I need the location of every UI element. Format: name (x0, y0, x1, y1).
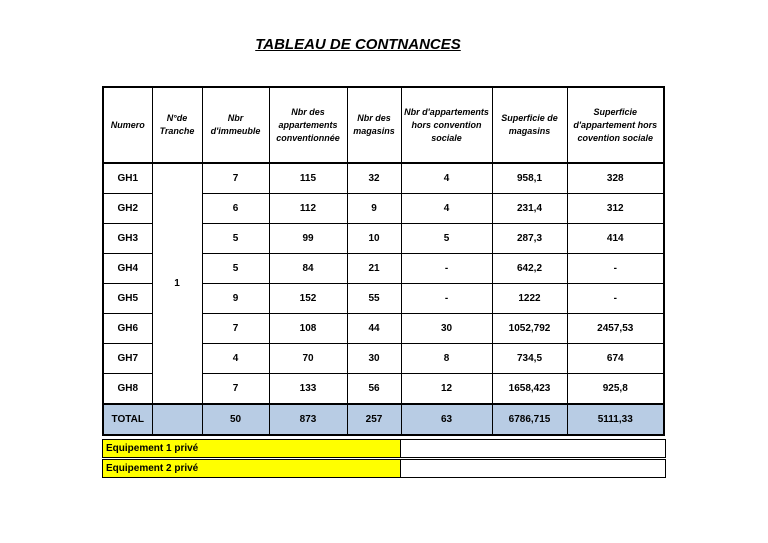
cell-appart-hors: - (401, 284, 492, 314)
cell-sup-magasins: 734,5 (492, 344, 567, 374)
cell-magasins: 32 (347, 163, 401, 194)
cell-appart-conv: 133 (269, 374, 347, 405)
header-tranche: N°de Tranche (152, 87, 202, 163)
page-title: TABLEAU DE CONTNANCES (255, 36, 461, 53)
total-tranche (152, 404, 202, 435)
cell-tranche: 1 (152, 163, 202, 404)
cell-immeubles: 9 (202, 284, 269, 314)
cell-sup-magasins: 1052,792 (492, 314, 567, 344)
equipement-value (401, 440, 666, 458)
cell-appart-conv: 112 (269, 194, 347, 224)
header-appart-hors: Nbr d'appartements hors convention sociale (401, 87, 492, 163)
cell-sup-appart: 328 (567, 163, 664, 194)
cell-appart-hors: 12 (401, 374, 492, 405)
equipement-label: Equipement 2 privé (103, 460, 401, 478)
cell-appart-hors: 30 (401, 314, 492, 344)
cell-numero: GH4 (103, 254, 152, 284)
cell-numero: GH3 (103, 224, 152, 254)
total-row (103, 404, 664, 435)
cell-appart-hors: - (401, 254, 492, 284)
cell-appart-conv: 108 (269, 314, 347, 344)
cell-magasins: 56 (347, 374, 401, 405)
cell-immeubles: 7 (202, 374, 269, 405)
cell-appart-conv: 84 (269, 254, 347, 284)
header-magasins: Nbr des magasins (347, 87, 401, 163)
cell-magasins: 30 (347, 344, 401, 374)
cell-appart-conv: 70 (269, 344, 347, 374)
cell-immeubles: 7 (202, 163, 269, 194)
cell-appart-hors: 4 (401, 194, 492, 224)
cell-appart-hors: 8 (401, 344, 492, 374)
cell-magasins: 9 (347, 194, 401, 224)
cell-magasins: 21 (347, 254, 401, 284)
header-sup-appart: Superficie d'appartement hors covention sociale (567, 87, 664, 163)
total-sup-appart: 5111,33 (567, 404, 664, 435)
cell-numero: GH8 (103, 374, 152, 405)
cell-sup-appart: 674 (567, 344, 664, 374)
total-appart-conv: 873 (269, 404, 347, 435)
equipement-table (102, 439, 666, 478)
cell-sup-appart: 312 (567, 194, 664, 224)
cell-sup-magasins: 1222 (492, 284, 567, 314)
equipement-row (103, 440, 666, 458)
cell-sup-appart: - (567, 254, 664, 284)
cell-numero: GH7 (103, 344, 152, 374)
cell-immeubles: 6 (202, 194, 269, 224)
cell-sup-appart: 925,8 (567, 374, 664, 405)
cell-sup-magasins: 231,4 (492, 194, 567, 224)
cell-sup-appart: 2457,53 (567, 314, 664, 344)
cell-immeubles: 5 (202, 224, 269, 254)
cell-numero: GH2 (103, 194, 152, 224)
header-appart-conv: Nbr des appartements conventionnée (269, 87, 347, 163)
total-label: TOTAL (103, 404, 152, 435)
cell-immeubles: 5 (202, 254, 269, 284)
total-sup-magasins: 6786,715 (492, 404, 567, 435)
table-row (103, 163, 664, 194)
cell-sup-magasins: 642,2 (492, 254, 567, 284)
cell-magasins: 44 (347, 314, 401, 344)
cell-immeubles: 7 (202, 314, 269, 344)
cell-sup-appart: 414 (567, 224, 664, 254)
equipement-label: Equipement 1 privé (103, 440, 401, 458)
cell-sup-magasins: 1658,423 (492, 374, 567, 405)
cell-numero: GH6 (103, 314, 152, 344)
cell-sup-magasins: 287,3 (492, 224, 567, 254)
total-appart-hors: 63 (401, 404, 492, 435)
header-sup-magasins: Superficie de magasins (492, 87, 567, 163)
cell-numero: GH1 (103, 163, 152, 194)
equipement-row (103, 460, 666, 478)
total-immeubles: 50 (202, 404, 269, 435)
cell-appart-hors: 5 (401, 224, 492, 254)
cell-numero: GH5 (103, 284, 152, 314)
header-row (103, 87, 664, 163)
cell-magasins: 10 (347, 224, 401, 254)
cell-appart-conv: 115 (269, 163, 347, 194)
cell-sup-magasins: 958,1 (492, 163, 567, 194)
cell-appart-conv: 99 (269, 224, 347, 254)
equipement-value (401, 460, 666, 478)
cell-immeubles: 4 (202, 344, 269, 374)
cell-sup-appart: - (567, 284, 664, 314)
header-numero: Numero (103, 87, 152, 163)
total-magasins: 257 (347, 404, 401, 435)
header-immeubles: Nbr d'immeuble (202, 87, 269, 163)
cell-appart-conv: 152 (269, 284, 347, 314)
contenance-table (102, 86, 665, 436)
cell-magasins: 55 (347, 284, 401, 314)
cell-appart-hors: 4 (401, 163, 492, 194)
